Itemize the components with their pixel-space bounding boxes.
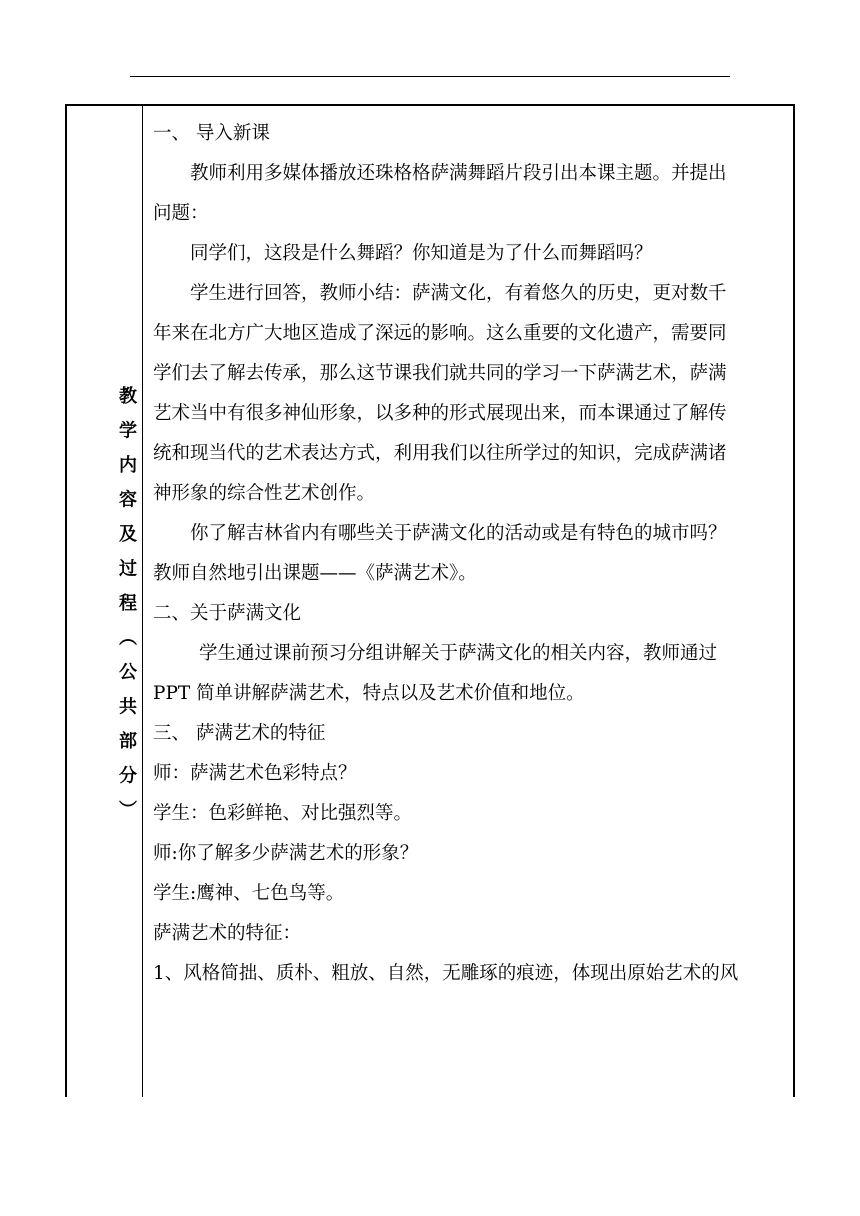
text-line: 学们去了解去传承，那么这节课我们就共同的学习一下萨满艺术，萨满	[153, 363, 727, 384]
text-line: 萨满艺术的特征：	[153, 923, 302, 944]
text-line: 学生:鹰神、七色鸟等。	[153, 883, 345, 904]
text-line: 年来在北方广大地区造成了深远的影响。这么重要的文化遗产，需要同	[153, 323, 727, 344]
text-line: 学生：色彩鲜艳、对比强烈等。	[153, 803, 413, 824]
text-line: 统和现当代的艺术表达方式，利用我们以往所学过的知识，完成萨满诸	[153, 443, 727, 464]
text-line: 同学们，这段是什么舞蹈？你知道是为了什么而舞蹈吗？	[190, 243, 653, 264]
text-line: 学生通过课前预习分组讲解关于萨满文化的相关内容，教师通过	[199, 643, 718, 664]
text-line: 艺术当中有很多神仙形象，以多种的形式展现出来，而本课通过了解传	[153, 403, 727, 424]
text-line: 神形象的综合性艺术创作。	[153, 483, 376, 504]
section-label-cell	[67, 106, 143, 1097]
header-rule	[130, 76, 730, 77]
section-label: 教学内容及过程（公共部分）	[116, 386, 137, 835]
text-line: 你了解吉林省内有哪些关于萨满文化的活动或是有特色的城市吗？	[190, 523, 727, 544]
text-line: 教师自然地引出课题——《萨满艺术》。	[153, 563, 477, 584]
text-line: 一、 导入新课	[153, 123, 270, 144]
text-line: 师：萨满艺术色彩特点？	[153, 763, 357, 784]
text-line: 学生进行回答，教师小结：萨满文化，有着悠久的历史，更对数千	[190, 283, 727, 304]
text-line: 师:你了解多少萨满艺术的形象？	[153, 843, 419, 864]
text-line: 教师利用多媒体播放还珠格格萨满舞蹈片段引出本课主题。并提出	[190, 163, 727, 184]
text-line: 问题：	[153, 203, 209, 224]
text-line: 三、 萨满艺术的特征	[153, 723, 326, 744]
text-line: PPT 简单讲解萨满艺术，特点以及艺术价值和地位。	[153, 683, 585, 704]
text-line: 二、关于萨满文化	[153, 603, 302, 624]
text-line: 1、风格简拙、质朴、粗放、自然，无雕琢的痕迹，体现出原始艺术的风	[153, 963, 739, 984]
content-cell	[143, 106, 793, 1097]
lesson-table	[65, 104, 795, 1097]
lesson-content	[153, 114, 791, 994]
